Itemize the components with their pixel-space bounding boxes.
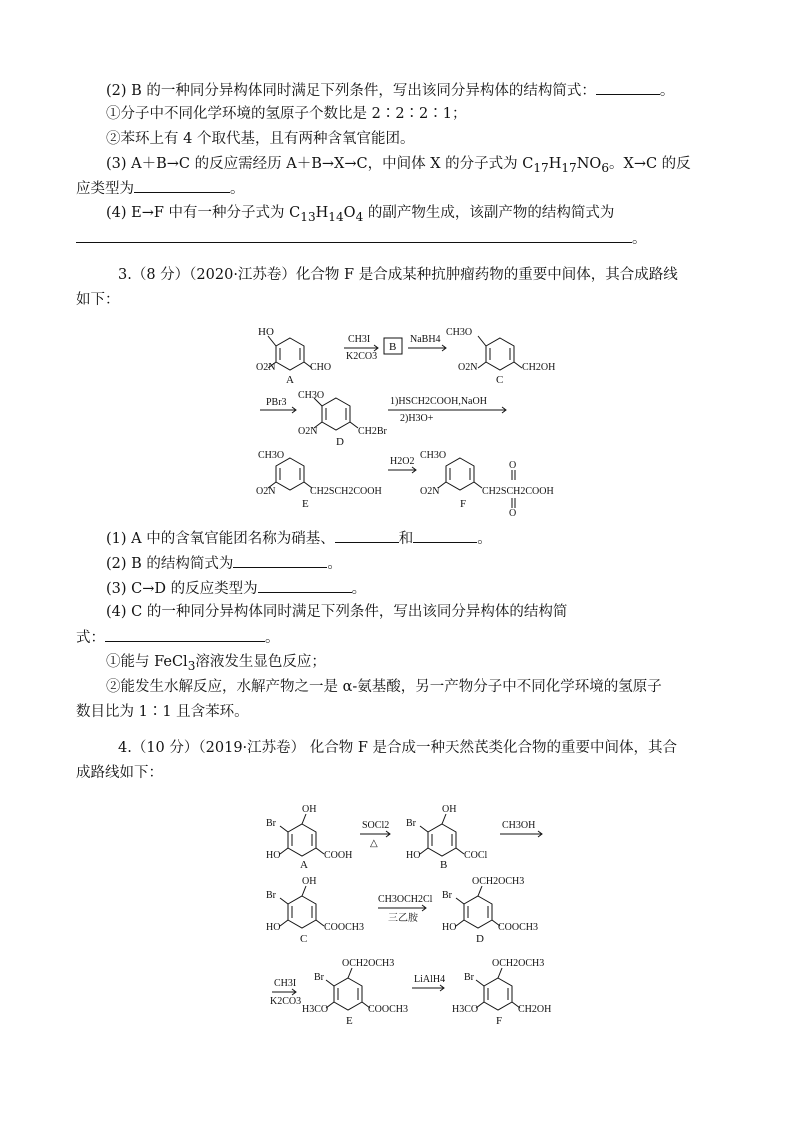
label-d: D xyxy=(336,436,344,448)
q2-part4: (4) E→F 中有一种分子式为 $C_{13}H_{14}O_4$ 的副产物生成，该副产物的结构简式为 xyxy=(106,205,615,224)
label-c: C xyxy=(496,374,504,386)
label-oh: OH xyxy=(302,804,317,815)
reagent-k2co3: K2CO3 xyxy=(346,351,378,362)
q4-synthesis-scheme xyxy=(262,800,562,1040)
q3-condition-1: ①能与 FeCl$_3$溶液发生显色反应； xyxy=(106,654,326,673)
reagent-ch3i: CH3I xyxy=(348,334,371,345)
q3-condition-2: ②能发生水解反应，水解产物之一是 α-氨基酸，另一产物分子中不同化学环境的氢原子 xyxy=(106,679,662,695)
q2-part3-cont: 应类型为 。 xyxy=(76,178,245,199)
q3-sub3: (3) C→D 的反应类型为 。 xyxy=(106,578,366,599)
label-cooch3: COOCH3 xyxy=(324,922,365,933)
label-och2och3: OCH2OCH3 xyxy=(342,958,395,969)
compound-e-structure xyxy=(326,968,370,1010)
label-oh: OH xyxy=(302,876,317,887)
label-br: Br xyxy=(266,890,276,901)
answer-blank[interactable] xyxy=(596,80,660,95)
q3-sub4-cont: 式： 。 xyxy=(76,627,280,648)
reagent-k2co3: K2CO3 xyxy=(270,996,302,1007)
label-f: F xyxy=(460,498,467,510)
q4-intro-cont: 成路线如下： xyxy=(76,765,163,781)
q4-intro: 4.（10 分）（2019·江苏卷） 化合物 F 是合成一种天然芪类化合物的重要中间体，其合 xyxy=(118,740,678,756)
compound-d-structure xyxy=(314,398,358,430)
label-ho: HO xyxy=(442,922,457,933)
q2-part2: (2) B 的一种同分异构体同时满足下列条件，写出该同分异构体的结构简式： 。 xyxy=(106,80,674,101)
label-och2och3: OCH2OCH3 xyxy=(492,958,545,969)
label-o2n: O2N xyxy=(298,426,318,437)
label-o2n: O2N xyxy=(420,486,440,497)
box-b: B xyxy=(389,341,397,353)
label-f: F xyxy=(496,1015,503,1027)
label-br: Br xyxy=(266,818,276,829)
q2-condition-2: ②苯环上有 4 个取代基，且有两种含氧官能团。 xyxy=(106,131,415,147)
q3-sub1: (1) A 中的含氧官能团名称为硝基、 和 。 xyxy=(106,528,492,549)
reagent-heat: △ xyxy=(370,838,378,849)
label-ch3o: CH3O xyxy=(298,390,325,401)
reagent-h3o: 2)H3O+ xyxy=(400,413,434,424)
label-o2n: O2N xyxy=(256,486,276,497)
label-ch3o: CH3O xyxy=(258,450,285,461)
compound-b-structure xyxy=(420,814,464,856)
label-ch2sch2cooh: CH2SCH2COOH xyxy=(310,486,382,497)
q3-sub2: (2) B 的结构简式为 。 xyxy=(106,553,342,574)
reagent-triethylamine: 三乙胺 xyxy=(388,913,418,924)
label-ho: HO xyxy=(258,326,274,338)
label-br: Br xyxy=(314,972,324,983)
label-cooh: COOH xyxy=(324,850,353,861)
label-cocl: COCl xyxy=(464,850,488,861)
label-cho: CHO xyxy=(310,362,332,373)
reagent-h2o2: H2O2 xyxy=(390,456,415,467)
label-e: E xyxy=(346,1015,353,1027)
answer-blank[interactable] xyxy=(134,178,230,193)
label-ch2so2ch2cooh: CH2SCH2COOH xyxy=(482,486,554,497)
reagent-hsch2cooh: 1)HSCH2COOH,NaOH xyxy=(390,396,487,407)
answer-blank[interactable] xyxy=(105,627,265,642)
q2-part4-cont: 。 xyxy=(76,228,647,249)
q3-intro: 3.（8 分）（2020·江苏卷）化合物 F 是合成某种抗肿瘤药物的重要中间体，其合成路线 xyxy=(118,267,678,283)
label-o-bot: O xyxy=(509,508,517,518)
label-ch2oh: CH2OH xyxy=(518,1004,552,1015)
reagent-pbr3: PBr3 xyxy=(266,397,287,408)
reagent-socl2: SOCl2 xyxy=(362,820,390,831)
label-a: A xyxy=(286,374,294,386)
reagent-lialh4: LiAlH4 xyxy=(414,974,446,985)
label-br: Br xyxy=(406,818,416,829)
q3-sub4: (4) C 的一种同分异构体同时满足下列条件，写出该同分异构体的结构简 xyxy=(106,604,568,620)
label-oh: OH xyxy=(442,804,457,815)
reagent-ch3i: CH3I xyxy=(274,978,297,989)
q3-condition-2-cont: 数目比为 1∶1 且含苯环。 xyxy=(76,704,249,720)
answer-blank[interactable] xyxy=(335,528,399,543)
label-c: C xyxy=(300,933,308,945)
label-a: A xyxy=(300,859,308,871)
label-br: Br xyxy=(464,972,474,983)
label-ch2br: CH2Br xyxy=(358,426,387,437)
reagent-nabh4: NaBH4 xyxy=(410,334,441,345)
label-ho: HO xyxy=(266,922,281,933)
label-br: Br xyxy=(442,890,452,901)
label-d: D xyxy=(476,933,484,945)
label-o2n: O2N xyxy=(458,362,478,373)
compound-c-structure xyxy=(478,336,522,370)
label-o-top: O xyxy=(509,460,517,471)
label-h3co: H3CO xyxy=(302,1004,329,1015)
compound-f-structure xyxy=(476,968,520,1010)
label-ch2oh: CH2OH xyxy=(522,362,556,373)
compound-d-structure xyxy=(456,886,500,928)
compound-f-structure xyxy=(438,458,515,508)
answer-blank[interactable] xyxy=(413,528,477,543)
reagent-ch3oh: CH3OH xyxy=(502,820,536,831)
label-ho: HO xyxy=(266,850,281,861)
q3-synthesis-scheme xyxy=(250,318,590,518)
answer-blank[interactable] xyxy=(76,228,632,243)
label-e: E xyxy=(302,498,309,510)
q2-condition-1: ①分子中不同化学环境的氢原子个数比是 2∶2∶2∶1； xyxy=(106,106,467,122)
q2-part3: (3) A＋B→C 的反应需经历 A＋B→X→C，中间体 X 的分子式为 $C_{17}H_{17}NO_6$。X→C 的反 xyxy=(106,156,691,175)
q3-intro-cont: 如下： xyxy=(76,292,120,308)
label-och2och3: OCH2OCH3 xyxy=(472,876,525,887)
compound-a-structure xyxy=(280,814,324,856)
answer-blank[interactable] xyxy=(233,553,327,568)
label-o2n: O2N xyxy=(256,362,276,373)
answer-blank[interactable] xyxy=(258,578,352,593)
label-ch3o: CH3O xyxy=(420,450,447,461)
label-cooch3: COOCH3 xyxy=(498,922,539,933)
reagent-ch3och2cl: CH3OCH2Cl xyxy=(378,894,433,905)
label-cooch3: COOCH3 xyxy=(368,1004,409,1015)
label-b: B xyxy=(440,859,448,871)
label-ho: HO xyxy=(406,850,421,861)
compound-c-structure xyxy=(280,886,324,928)
label-ch3o: CH3O xyxy=(446,327,473,338)
label-h3co: H3CO xyxy=(452,1004,479,1015)
